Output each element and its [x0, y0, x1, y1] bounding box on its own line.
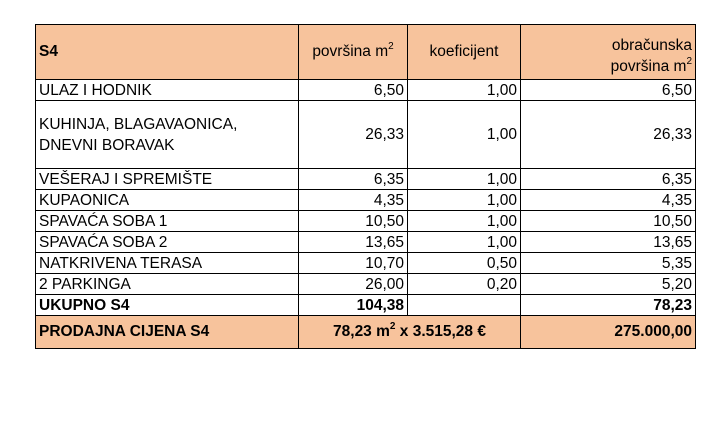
header-row	[36, 25, 696, 80]
row-area: 6,35	[299, 169, 408, 190]
table-row	[36, 101, 696, 169]
table-row	[36, 211, 696, 232]
row-calc: 6,35	[521, 169, 696, 190]
table-row	[36, 232, 696, 253]
row-calc: 6,50	[521, 80, 696, 101]
row-calc: 5,20	[521, 274, 696, 295]
row-calc: 13,65	[521, 232, 696, 253]
row-area: 26,00	[299, 274, 408, 295]
row-label: KUPAONICA	[36, 190, 299, 211]
row-label: KUHINJA, BLAGAVAONICA, DNEVNI BORAVAK	[36, 101, 299, 169]
sale-label: PRODAJNA CIJENA S4	[36, 316, 299, 349]
row-area: 13,65	[299, 232, 408, 253]
unit-name: S4	[36, 25, 299, 80]
row-coef: 1,00	[408, 80, 521, 101]
row-area: 10,50	[299, 211, 408, 232]
row-area: 26,33	[299, 101, 408, 169]
col-area-header: površina $m^2$	[299, 25, 408, 80]
row-coef: 1,00	[408, 232, 521, 253]
row-area: 6,50	[299, 80, 408, 101]
total-calc: 78,23	[521, 295, 696, 316]
row-calc: 4,35	[521, 190, 696, 211]
row-label: SPAVAĆA SOBA 1	[36, 211, 299, 232]
row-label: ULAZ I HODNIK	[36, 80, 299, 101]
row-calc: 10,50	[521, 211, 696, 232]
row-coef: 1,00	[408, 190, 521, 211]
row-coef: 1,00	[408, 211, 521, 232]
row-calc: 5,35	[521, 253, 696, 274]
row-coef: 1,00	[408, 101, 521, 169]
table-row	[36, 253, 696, 274]
row-coef: 0,50	[408, 253, 521, 274]
table-row	[36, 274, 696, 295]
area-table	[35, 24, 696, 349]
table-row	[36, 80, 696, 101]
total-area: 104,38	[299, 295, 408, 316]
row-area: 4,35	[299, 190, 408, 211]
sale-price-row	[36, 316, 696, 349]
sale-price: 275.000,00	[521, 316, 696, 349]
row-coef: 1,00	[408, 169, 521, 190]
row-label: SPAVAĆA SOBA 2	[36, 232, 299, 253]
total-label: UKUPNO S4	[36, 295, 299, 316]
sale-formula: 78,23 $m^2$ x 3.515,28 €	[299, 316, 521, 349]
row-label: NATKRIVENA TERASA	[36, 253, 299, 274]
row-label: 2 PARKINGA	[36, 274, 299, 295]
row-area: 10,70	[299, 253, 408, 274]
row-coef: 0,20	[408, 274, 521, 295]
col-coef-header: koeficijent	[408, 25, 521, 80]
row-label: VEŠERAJ I SPREMIŠTE	[36, 169, 299, 190]
col-calc-header: obračunska površina $m^2$	[521, 25, 696, 80]
row-calc: 26,33	[521, 101, 696, 169]
total-row	[36, 295, 696, 316]
total-coef-empty	[408, 295, 521, 316]
table-row	[36, 190, 696, 211]
table-row	[36, 169, 696, 190]
